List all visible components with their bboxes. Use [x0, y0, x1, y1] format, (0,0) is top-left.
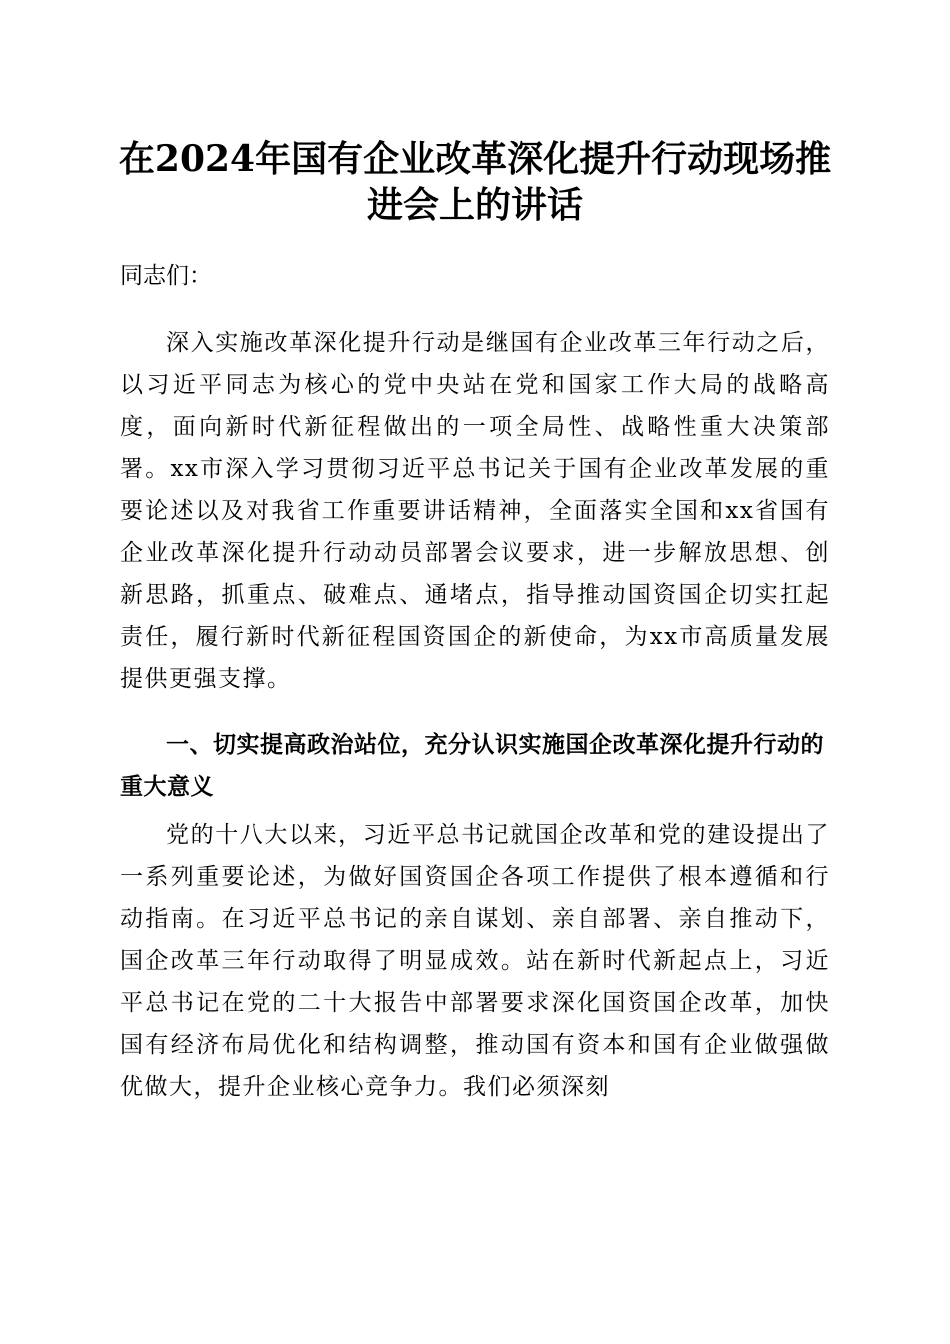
salutation: 同志们：: [120, 263, 212, 289]
document-title: [110, 136, 840, 228]
paragraph-intro: 深入实施改革深化提升行动是继国有企业改革三年行动之后，以习近平同志为核心的党中央站在党和国家工作大局的战略高度，面向新时代新征程做出的一项全局性、战略性重大决策部署。xx市深入学习贯彻习近平总书记关于国有企业改革发展的重要论述以及对我省工作重要讲话精神，全面落实全国和xx省国有企业改革深化提升行动动员部署会议要求，进一步解放思想、创新思路，抓重点、破难点、通堵点，指导推动国资国企切实扛起责任，履行新时代新征程国资国企的新使命，为xx市高质量发展提供更强支撑。: [120, 330, 830, 692]
title-line-2: 进会上的讲话: [366, 184, 583, 226]
title-line-1: 在2024年国有企业改革深化提升行动现场推: [118, 138, 832, 180]
section-heading-1: 一、切实提高政治站位，充分认识实施国企改革深化提升行动的重大意义: [120, 732, 824, 800]
paragraph-section-1: 党的十八大以来，习近平总书记就国企改革和党的建设提出了一系列重要论述，为做好国资国企各项工作提供了根本遵循和行动指南。在习近平总书记的亲自谋划、亲自部署、亲自推动下，国企改革三年行动取得了明显成效。站在新时代新起点上，习近平总书记在党的二十大报告中部署要求深化国资国企改革，加快国有经济布局优化和结构调整，推动国有资本和国有企业做强做优做大，提升企业核心竞争力。我们必须深刻: [120, 822, 830, 1100]
